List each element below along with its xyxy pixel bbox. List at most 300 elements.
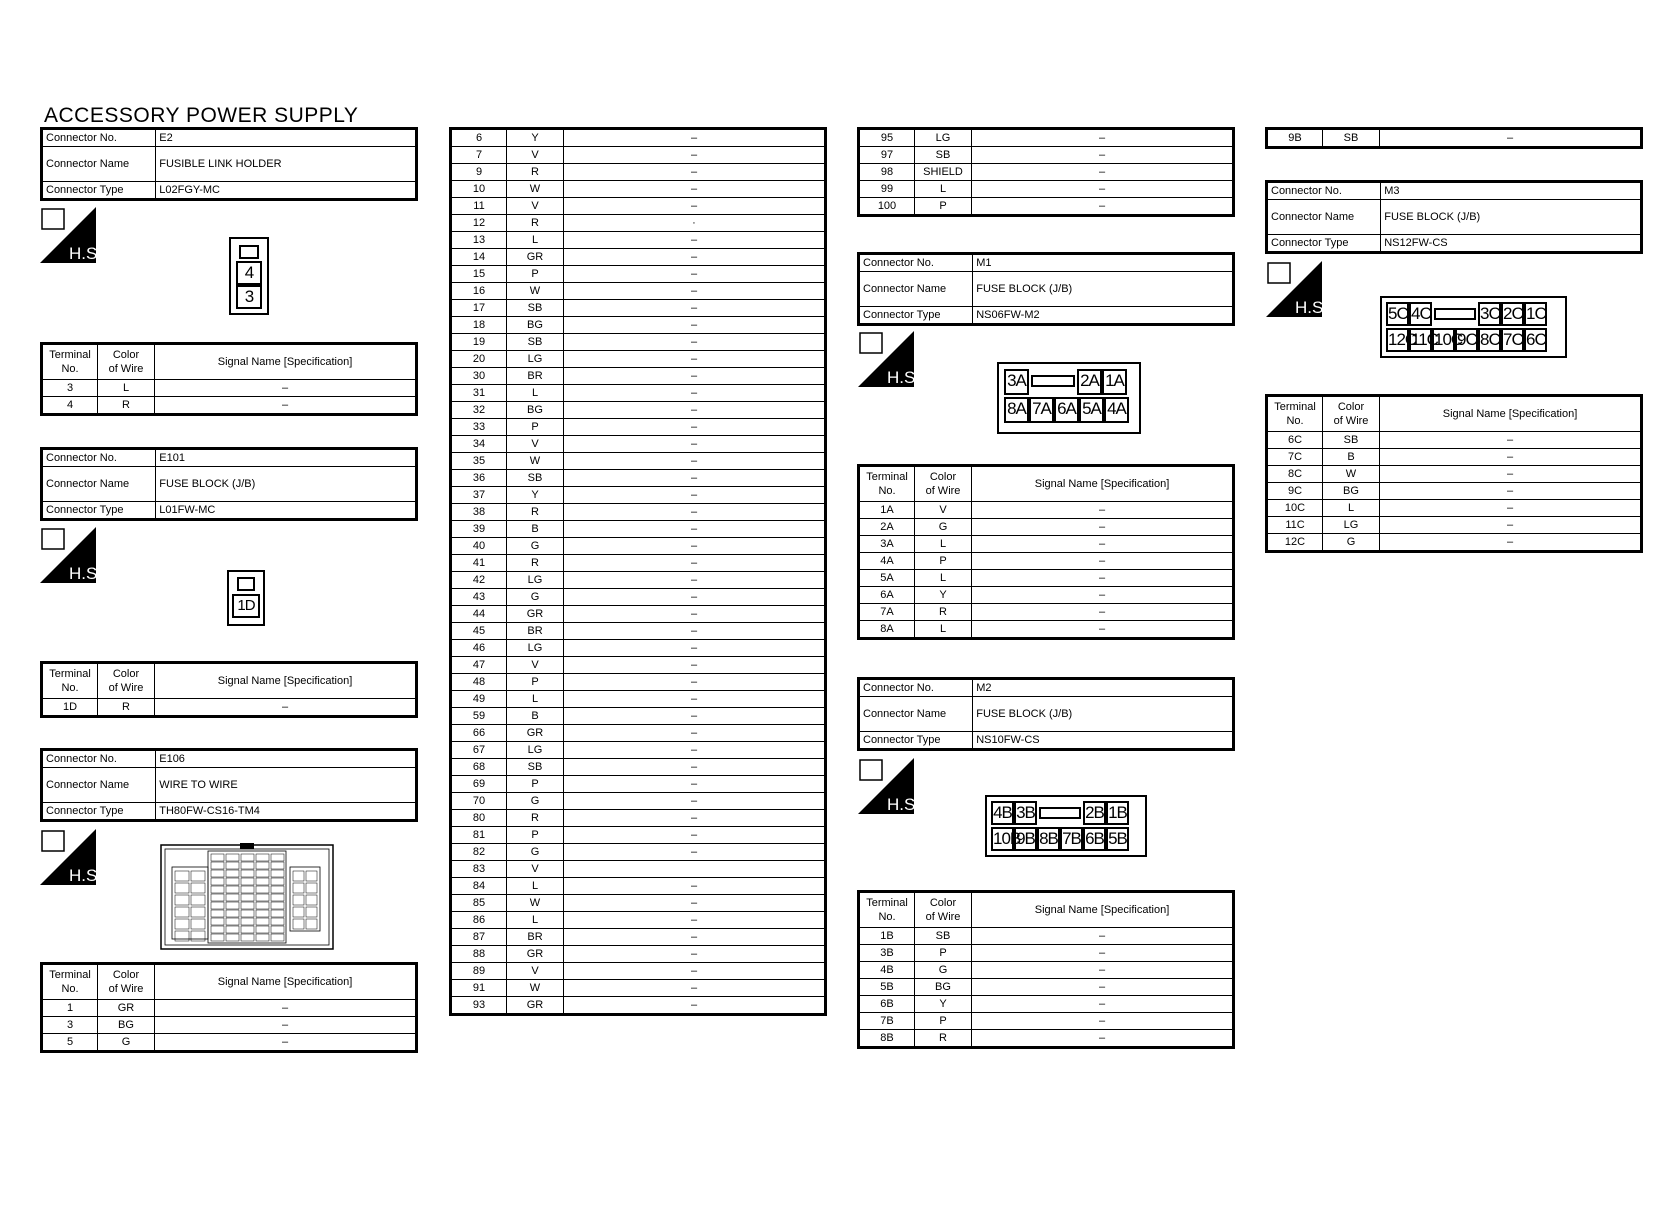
table-row	[859, 996, 1234, 1013]
terminal-no: 86	[451, 912, 507, 929]
table-row	[1267, 500, 1642, 517]
terminal-table-m2	[857, 890, 1235, 1049]
signal-name: –	[564, 181, 826, 198]
pin-label: 1B	[1106, 801, 1129, 825]
wire-color: SB	[915, 147, 972, 164]
table-row	[451, 657, 826, 674]
signal-name: –	[972, 181, 1234, 198]
connector-face-m3	[1380, 296, 1567, 358]
signal-name: –	[564, 827, 826, 844]
terminal-no: 8B	[859, 1030, 915, 1048]
table-row	[451, 334, 826, 351]
table-row	[451, 827, 826, 844]
table-row	[451, 878, 826, 895]
wire-color: P	[507, 674, 564, 691]
terminal-no: 11	[451, 198, 507, 215]
table-row	[859, 979, 1234, 996]
wire-color: L	[507, 912, 564, 929]
terminal-no: 88	[451, 946, 507, 963]
pin-label: 4A	[1104, 397, 1129, 423]
color-header: Color of Wire	[915, 892, 972, 928]
signal-name: –	[972, 536, 1234, 553]
connector-face-m1	[997, 362, 1141, 434]
signal-name: –	[1380, 129, 1642, 148]
wire-color: SHIELD	[915, 164, 972, 181]
terminal-no: 35	[451, 453, 507, 470]
wire-color: G	[915, 519, 972, 536]
signal-name: –	[1380, 500, 1642, 517]
connector-face-e106	[160, 843, 335, 951]
terminal-no: 43	[451, 589, 507, 606]
svg-text:H.S.: H.S.	[69, 866, 103, 885]
table-row	[451, 419, 826, 436]
signal-name: –	[564, 147, 826, 164]
table-row	[451, 266, 826, 283]
table-row	[451, 402, 826, 419]
wire-color: V	[915, 502, 972, 519]
table-row	[451, 453, 826, 470]
wire-color: V	[507, 861, 564, 878]
terminal-no: 8A	[859, 621, 915, 639]
wire-color: R	[507, 215, 564, 232]
signal-name: –	[972, 604, 1234, 621]
signal-header: Signal Name [Specification]	[1380, 396, 1642, 432]
signal-name: –	[564, 963, 826, 980]
terminal-no: 66	[451, 725, 507, 742]
table-row	[451, 436, 826, 453]
wire-color: V	[507, 436, 564, 453]
signal-name: –	[564, 776, 826, 793]
signal-name: –	[972, 996, 1234, 1013]
signal-name: –	[564, 334, 826, 351]
wire-color: R	[915, 1030, 972, 1048]
connector-no-value: E2	[156, 129, 417, 147]
wire-color: BR	[507, 929, 564, 946]
pin-label: 8A	[1004, 397, 1029, 423]
wire-color: Y	[915, 996, 972, 1013]
signal-name: –	[564, 793, 826, 810]
terminal-no: 33	[451, 419, 507, 436]
harness-side-icon	[40, 207, 103, 263]
terminal-no: 47	[451, 657, 507, 674]
table-row	[451, 997, 826, 1015]
signal-name: –	[564, 198, 826, 215]
terminal-table-e106: Terminal No. Color of Wire Signal Name [Specification] 1 GR – 3 BG – 5 G –	[40, 962, 418, 1053]
wire-color: P	[915, 553, 972, 570]
table-row	[451, 249, 826, 266]
table-row	[451, 691, 826, 708]
wire-color: R	[507, 164, 564, 181]
connector-info-e2	[40, 127, 418, 201]
terminal-no: 98	[859, 164, 915, 181]
wire-color: G	[507, 589, 564, 606]
wire-color: G	[507, 844, 564, 861]
terminal-no: 37	[451, 487, 507, 504]
signal-name: –	[564, 266, 826, 283]
table-row	[1267, 466, 1642, 483]
terminal-no: 13	[451, 232, 507, 249]
table-row	[451, 623, 826, 640]
color-header: Color of Wire	[98, 344, 155, 380]
pin-label: 3C	[1478, 302, 1501, 326]
wire-color: LG	[915, 129, 972, 147]
wire-color: W	[507, 283, 564, 300]
terminal-no: 36	[451, 470, 507, 487]
wire-color: LG	[507, 742, 564, 759]
terminal-no: 7B	[859, 1013, 915, 1030]
table-row	[451, 589, 826, 606]
pin-label: 4B	[991, 801, 1014, 825]
wire-color: BG	[507, 402, 564, 419]
terminal-no: 67	[451, 742, 507, 759]
table-row	[451, 555, 826, 572]
signal-name: –	[972, 962, 1234, 979]
wire-color: GR	[507, 997, 564, 1015]
wire-color: P	[507, 827, 564, 844]
wire-color: V	[507, 147, 564, 164]
signal-name: –	[564, 895, 826, 912]
terminal-no: 15	[451, 266, 507, 283]
terminal-no: 69	[451, 776, 507, 793]
terminal-no: 48	[451, 674, 507, 691]
signal-name: –	[564, 810, 826, 827]
wire-color: R	[915, 604, 972, 621]
signal-name: –	[564, 402, 826, 419]
table-row	[451, 776, 826, 793]
terminal-no: 97	[859, 147, 915, 164]
signal-name: –	[564, 164, 826, 181]
table-row	[451, 198, 826, 215]
signal-name: –	[972, 1030, 1234, 1048]
terminal-no: 7	[451, 147, 507, 164]
connector-info-m2: Connector No. M2 Connector Name FUSE BLOCK (J/B) Connector Type NS10FW-CS	[857, 677, 1235, 751]
pin-label: 3	[236, 285, 262, 309]
svg-text:H.S.: H.S.	[1295, 298, 1329, 317]
signal-name: –	[564, 844, 826, 861]
signal-name: –	[564, 572, 826, 589]
wire-color: Y	[507, 487, 564, 504]
wire-color: B	[507, 521, 564, 538]
terminal-no: 41	[451, 555, 507, 572]
terminal-no: 34	[451, 436, 507, 453]
table-row: 3 L –	[42, 380, 417, 397]
table-row	[451, 487, 826, 504]
wire-color: LG	[1323, 517, 1380, 534]
terminal-no: 46	[451, 640, 507, 657]
terminal-no: 10C	[1267, 500, 1323, 517]
terminal-no: 12C	[1267, 534, 1323, 552]
signal-name: –	[564, 555, 826, 572]
terminal-no: 4B	[859, 962, 915, 979]
pin-label: 10C	[1432, 328, 1455, 352]
terminal-no: 9	[451, 164, 507, 181]
terminal-no: 59	[451, 708, 507, 725]
pin-label: 6A	[1054, 397, 1079, 423]
table-row	[859, 604, 1234, 621]
table-row	[451, 640, 826, 657]
table-row	[859, 1013, 1234, 1030]
table-row	[859, 198, 1234, 216]
wire-color: GR	[507, 946, 564, 963]
wire-color: SB	[507, 759, 564, 776]
table-row	[451, 181, 826, 198]
signal-name: –	[972, 1013, 1234, 1030]
table-row	[451, 283, 826, 300]
table-row	[451, 606, 826, 623]
signal-name	[564, 861, 826, 878]
wire-color: P	[915, 198, 972, 216]
pin-label: 5A	[1079, 397, 1104, 423]
wire-color: SB	[507, 470, 564, 487]
pin-label: 5C	[1386, 302, 1409, 326]
wire-color: SB	[915, 928, 972, 945]
terminal-no: 16	[451, 283, 507, 300]
terminal-no: 12	[451, 215, 507, 232]
table-row	[1267, 449, 1642, 466]
wire-color: P	[507, 776, 564, 793]
terminal-no: 6C	[1267, 432, 1323, 449]
pin-label: 1A	[1102, 369, 1127, 395]
table-row	[859, 928, 1234, 945]
signal-name: –	[564, 129, 826, 147]
pin-label: 10B	[991, 827, 1014, 851]
signal-name: –	[972, 570, 1234, 587]
pin-label: 4	[236, 261, 262, 285]
wire-color: G	[507, 538, 564, 555]
table-row	[1267, 534, 1642, 552]
terminal-no: 1B	[859, 928, 915, 945]
signal-name: ·	[564, 215, 826, 232]
terminal-no: 17	[451, 300, 507, 317]
signal-name: –	[1380, 449, 1642, 466]
connector-face-m2	[985, 795, 1147, 857]
terminal-no: 5A	[859, 570, 915, 587]
pin-label: 6B	[1083, 827, 1106, 851]
signal-name: –	[564, 317, 826, 334]
terminal-no: 99	[859, 181, 915, 198]
terminal-no: 9B	[1267, 129, 1323, 148]
terminal-no: 6B	[859, 996, 915, 1013]
harness-side-icon	[858, 331, 921, 387]
terminal-no: 18	[451, 317, 507, 334]
pin-label: 5B	[1106, 827, 1129, 851]
wire-color: P	[915, 1013, 972, 1030]
signal-name: –	[972, 621, 1234, 639]
table-row	[451, 538, 826, 555]
terminal-header: Terminal No.	[859, 892, 915, 928]
signal-name: –	[564, 674, 826, 691]
signal-name: –	[564, 759, 826, 776]
table-row	[451, 504, 826, 521]
wire-color: SB	[507, 334, 564, 351]
table-row	[859, 164, 1234, 181]
terminal-no: 14	[451, 249, 507, 266]
connector-info-e101: Connector No. E101 Connector Name FUSE BLOCK (J/B) Connector Type L01FW-MC	[40, 447, 418, 521]
table-row	[451, 572, 826, 589]
connector-no-label: Connector No.	[42, 129, 156, 147]
terminal-header: Terminal No.	[859, 466, 915, 502]
table-row	[1267, 483, 1642, 500]
wire-color: G	[1323, 534, 1380, 552]
table-row	[1267, 432, 1642, 449]
table-row	[451, 810, 826, 827]
wire-color: R	[507, 810, 564, 827]
signal-name: –	[1380, 466, 1642, 483]
table-row	[451, 861, 826, 878]
signal-name: –	[564, 385, 826, 402]
signal-name: –	[564, 708, 826, 725]
signal-name: –	[564, 232, 826, 249]
svg-text:H.S.: H.S.	[887, 368, 921, 387]
table-row	[859, 553, 1234, 570]
signal-name: –	[564, 436, 826, 453]
signal-name: –	[564, 912, 826, 929]
signal-name: –	[564, 283, 826, 300]
signal-name: –	[1380, 483, 1642, 500]
signal-name: –	[972, 587, 1234, 604]
wire-color: L	[1323, 500, 1380, 517]
signal-name: –	[564, 640, 826, 657]
table-row	[451, 300, 826, 317]
wire-color: GR	[507, 249, 564, 266]
terminal-no: 85	[451, 895, 507, 912]
table-row	[859, 945, 1234, 962]
terminal-table-m3	[1265, 394, 1643, 553]
connector-info-e106: Connector No. E106 Connector Name WIRE TO WIRE Connector Type TH80FW-CS16-TM4	[40, 748, 418, 822]
terminal-no: 9C	[1267, 483, 1323, 500]
terminal-no: 93	[451, 997, 507, 1015]
signal-name: –	[972, 164, 1234, 181]
signal-name: –	[972, 502, 1234, 519]
table-row	[451, 946, 826, 963]
table-row	[451, 980, 826, 997]
wire-color: G	[915, 962, 972, 979]
signal-name: –	[972, 979, 1234, 996]
signal-name: –	[1380, 432, 1642, 449]
terminal-no: 82	[451, 844, 507, 861]
signal-name: –	[564, 878, 826, 895]
wire-color: LG	[507, 640, 564, 657]
terminal-header: Terminal No.	[42, 344, 98, 380]
terminal-no: 11C	[1267, 517, 1323, 534]
signal-name: –	[564, 980, 826, 997]
table-row	[451, 317, 826, 334]
table-row	[451, 912, 826, 929]
pin-label: 7B	[1060, 827, 1083, 851]
table-row	[859, 1030, 1234, 1048]
terminal-no: 91	[451, 980, 507, 997]
signal-name: –	[564, 929, 826, 946]
terminal-no: 10	[451, 181, 507, 198]
harness-side-icon	[858, 758, 921, 814]
terminal-no: 7C	[1267, 449, 1323, 466]
table-row	[451, 929, 826, 946]
terminal-no: 80	[451, 810, 507, 827]
pin-label: 7A	[1029, 397, 1054, 423]
wire-color: P	[507, 266, 564, 283]
wire-color: B	[1323, 449, 1380, 466]
pin-label: 11C	[1409, 328, 1432, 352]
pin-label: 4C	[1409, 302, 1432, 326]
terminal-no: 45	[451, 623, 507, 640]
pin-label: 2C	[1501, 302, 1524, 326]
pin-label: 3A	[1004, 369, 1029, 395]
terminal-no: 44	[451, 606, 507, 623]
terminal-no: 39	[451, 521, 507, 538]
signal-name: –	[564, 300, 826, 317]
terminal-no: 100	[859, 198, 915, 216]
wire-color: SB	[1323, 432, 1380, 449]
wire-color: W	[1323, 466, 1380, 483]
table-row	[859, 502, 1234, 519]
terminal-table-m2-continued	[1265, 127, 1643, 149]
wire-color: Y	[507, 129, 564, 147]
pin-label: 6C	[1524, 328, 1547, 352]
signal-name: –	[564, 657, 826, 674]
signal-name: –	[564, 419, 826, 436]
table-row	[451, 708, 826, 725]
table-row	[859, 536, 1234, 553]
signal-name: –	[564, 742, 826, 759]
wire-color: SB	[1323, 129, 1380, 148]
table-row: 1 GR –	[42, 1000, 417, 1017]
terminal-no: 1A	[859, 502, 915, 519]
wire-color: BR	[507, 368, 564, 385]
pin-label: 2B	[1083, 801, 1106, 825]
table-row	[451, 674, 826, 691]
svg-text:H.S.: H.S.	[69, 244, 103, 263]
connector-info-m1: Connector No. M1 Connector Name FUSE BLOCK (J/B) Connector Type NS06FW-M2	[857, 252, 1235, 326]
table-row	[451, 164, 826, 181]
terminal-no: 95	[859, 129, 915, 147]
signal-name: –	[972, 553, 1234, 570]
terminal-no: 89	[451, 963, 507, 980]
table-row	[859, 129, 1234, 147]
wire-color: L	[915, 536, 972, 553]
table-row: 5 G –	[42, 1034, 417, 1052]
terminal-no: 19	[451, 334, 507, 351]
terminal-no: 70	[451, 793, 507, 810]
terminal-no: 5B	[859, 979, 915, 996]
signal-name: –	[564, 453, 826, 470]
signal-name: –	[564, 946, 826, 963]
signal-name: –	[564, 249, 826, 266]
svg-text:H.S.: H.S.	[69, 564, 103, 583]
pin-label: 9C	[1455, 328, 1478, 352]
harness-side-icon	[40, 829, 103, 885]
table-row	[451, 895, 826, 912]
signal-name: –	[972, 928, 1234, 945]
signal-name: –	[564, 623, 826, 640]
wire-color: W	[507, 895, 564, 912]
wire-color: LG	[507, 351, 564, 368]
table-row	[451, 215, 826, 232]
wire-color: Y	[915, 587, 972, 604]
pin-label: 7C	[1501, 328, 1524, 352]
table-row	[451, 351, 826, 368]
connector-info-m3: Connector No. M3 Connector Name FUSE BLOCK (J/B) Connector Type NS12FW-CS	[1265, 180, 1643, 254]
signal-header: Signal Name [Specification]	[972, 466, 1234, 502]
wire-color: P	[915, 945, 972, 962]
connector-face-e2	[229, 237, 269, 315]
terminal-no: 40	[451, 538, 507, 555]
terminal-no: 6	[451, 129, 507, 147]
wire-color: W	[507, 453, 564, 470]
terminal-no: 81	[451, 827, 507, 844]
table-row	[451, 129, 826, 147]
terminal-table-m1	[857, 464, 1235, 640]
signal-name: –	[972, 519, 1234, 536]
